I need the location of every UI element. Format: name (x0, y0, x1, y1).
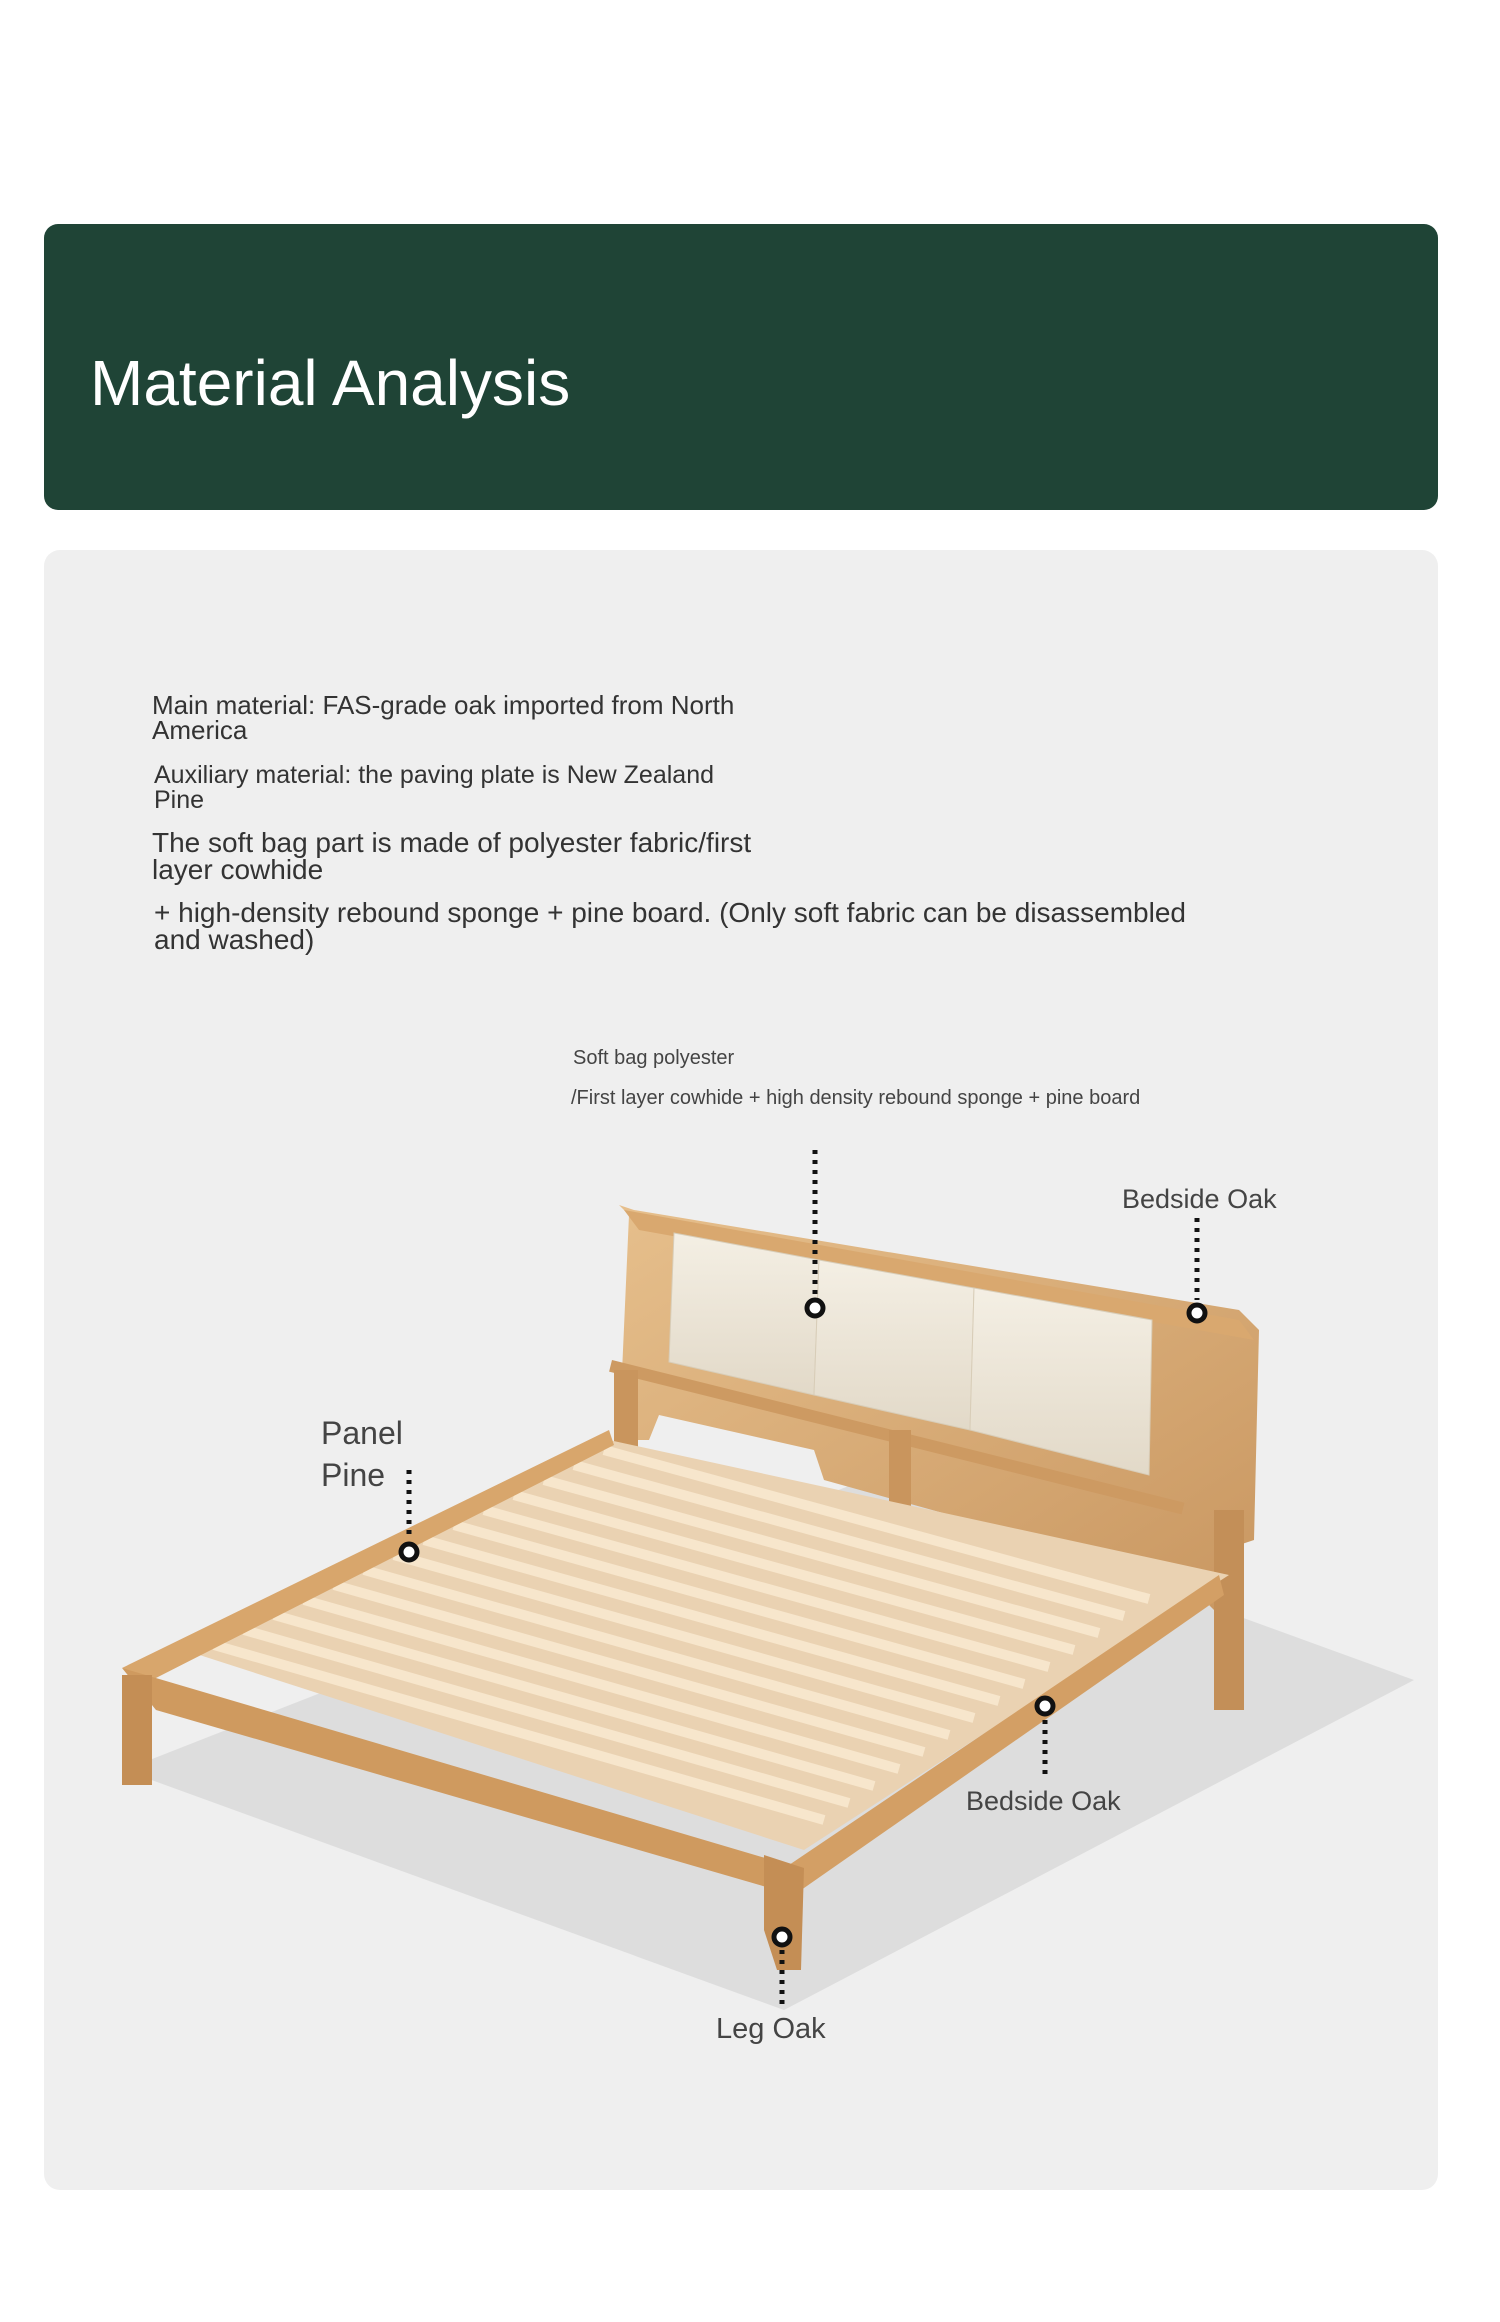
soft-bag-callout-line1: Soft bag polyester (573, 1047, 735, 1069)
leg-oak-callout: Leg Oak (716, 2013, 826, 2045)
main-material-text: Main material: FAS-grade oak imported from North America (152, 690, 735, 745)
headboard-leg-right (1214, 1510, 1244, 1710)
soft-bag-text: The soft bag part is made of polyester fabric/first layer cowhide (152, 827, 752, 885)
front-left-leg (122, 1675, 152, 1785)
soft-bag-detail-text: + high-density rebound sponge + pine board. (Only soft fabric can be disassembled and washed) (154, 897, 1186, 955)
auxiliary-material-text: Auxiliary material: the paving plate is New Zealand Pine (154, 761, 714, 814)
bedside-oak-lower-callout: Bedside Oak (966, 1786, 1121, 1816)
soft-bag-callout-line2: /First layer cowhide + high density rebound sponge + pine board (571, 1087, 1141, 1109)
page-title: Material Analysis (90, 347, 571, 419)
material-panel (44, 550, 1438, 2190)
bedside-oak-callout: Bedside Oak (1122, 1184, 1277, 1214)
soft-bag-callout (571, 1048, 1151, 1108)
panel-pine-callout: Panel Pine (321, 1415, 403, 1493)
bed-illustration (44, 550, 1438, 2190)
header-banner (44, 224, 1438, 510)
